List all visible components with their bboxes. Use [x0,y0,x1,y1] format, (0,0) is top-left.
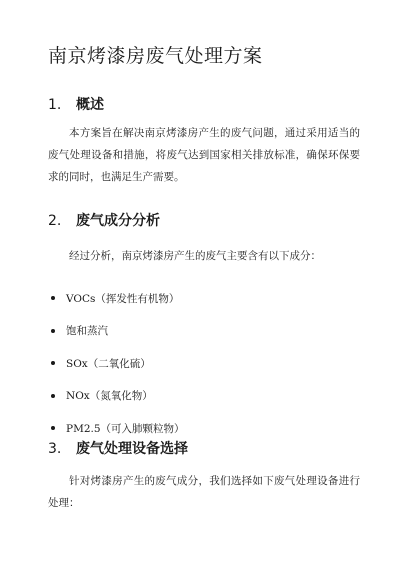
list-item-text: PM2.5（可入肺颗粒物） [66,422,185,435]
list-item [48,380,185,413]
bullet-icon [51,426,55,430]
section-title: 废气处理设备选择 [76,441,188,457]
bullet-icon [51,296,55,300]
composition-paragraph: 经过分析，南京烤漆房产生的废气主要含有以下成分： [69,250,321,262]
list-item-text: VOCs（挥发性有机物） [66,292,180,305]
section-title: 废气成分分析 [76,213,160,229]
list-item-text: 饱和蒸汽 [66,325,108,338]
list-item [48,347,185,380]
document-title: 南京烤漆房废气处理方案 [48,45,263,67]
pollutant-list [48,282,185,445]
bullet-icon [51,394,55,398]
section-number: 1. [48,97,62,113]
list-item-text: NOx（氮氧化物） [66,390,153,403]
list-item [48,282,185,315]
bullet-icon [51,361,55,365]
section-heading-composition [48,212,160,230]
list-item-text: SOx（二氧化硫） [66,357,151,370]
section-heading-overview [48,96,104,114]
section-heading-equipment [48,440,188,458]
section-title: 概述 [76,97,104,113]
overview-paragraph: 本方案旨在解决南京烤漆房产生的废气问题，通过采用适当的废气处理设备和措施，将废气达到国家相关排放标准，确保环保要求的同时，也满足生产需要。 [48,127,360,183]
list-item [48,315,185,348]
equipment-paragraph: 针对烤漆房产生的废气成分，我们选择如下废气处理设备进行处理： [48,475,360,509]
section-number: 3. [48,441,62,457]
bullet-icon [51,329,55,333]
section-number: 2. [48,213,62,229]
